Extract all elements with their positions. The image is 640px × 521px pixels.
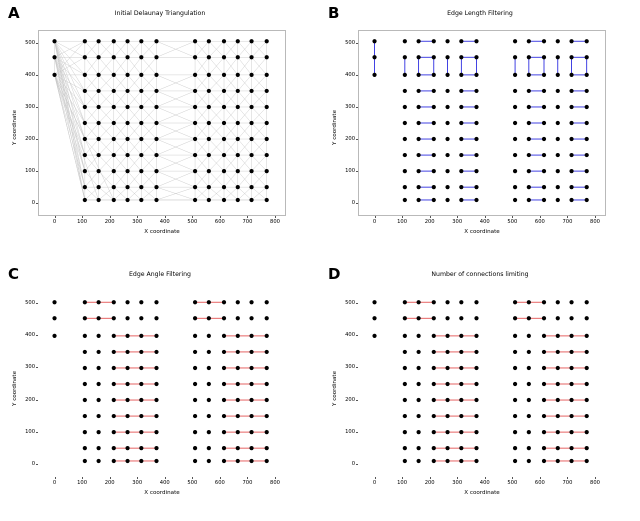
- x-tick-mark: [192, 477, 193, 479]
- y-tick-label: 100: [25, 428, 35, 435]
- x-tick-mark: [512, 216, 513, 218]
- x-tick-mark: [430, 216, 431, 218]
- x-tick-mark: [82, 477, 83, 479]
- edges: [85, 302, 267, 461]
- y-tick-mark: [356, 303, 358, 304]
- panel-b: [320, 0, 640, 261]
- x-tick-mark: [247, 216, 248, 218]
- y-axis-label: Y coordinate: [332, 370, 338, 406]
- y-tick-label: 500: [25, 39, 35, 46]
- data-points: [52, 300, 268, 463]
- panel-c: [0, 261, 320, 521]
- x-tick-mark: [567, 477, 568, 479]
- panel-letter-b: B: [328, 4, 340, 22]
- plot-wrap-d: [332, 291, 606, 496]
- x-tick-mark: [220, 477, 221, 479]
- y-tick-label: 300: [25, 364, 35, 371]
- x-axis-label: X coordinate: [144, 489, 180, 496]
- x-tick-label: 700: [242, 479, 253, 486]
- x-tick-label: 400: [159, 219, 170, 225]
- x-tick-mark: [220, 216, 221, 218]
- x-tick-label: 600: [214, 479, 225, 486]
- x-tick-label: 800: [270, 479, 280, 486]
- y-tick-label: 200: [25, 396, 35, 403]
- x-axis-label: X coordinate: [144, 229, 180, 235]
- panel-title-a: Initial Delaunay Triangulation: [114, 10, 206, 17]
- x-tick-label: 200: [104, 219, 115, 225]
- x-tick-mark: [375, 216, 376, 218]
- y-tick-label: 200: [345, 136, 355, 143]
- x-tick-label: 200: [104, 479, 115, 486]
- y-tick-label: 100: [345, 428, 355, 435]
- x-tick-label: 0: [52, 479, 57, 486]
- x-tick-mark: [55, 477, 56, 479]
- y-tick-mark: [356, 107, 358, 108]
- x-axis-label: X coordinate: [464, 489, 500, 496]
- x-tick-mark: [247, 477, 248, 479]
- x-tick-mark: [165, 216, 166, 218]
- x-tick-label: 600: [534, 219, 545, 225]
- y-tick-mark: [356, 432, 358, 433]
- panel-d: [320, 261, 640, 521]
- x-tick-mark: [137, 477, 138, 479]
- x-tick-label: 500: [507, 479, 518, 486]
- x-tick-label: 400: [479, 479, 490, 486]
- y-tick-mark: [356, 203, 358, 204]
- x-tick-label: 600: [214, 219, 225, 225]
- y-tick-mark: [356, 464, 358, 465]
- panel-title-c: Edge Angle Filtering: [128, 270, 191, 278]
- x-tick-label: 800: [590, 219, 600, 225]
- y-tick-label: 500: [345, 300, 355, 307]
- panel-letter-d: D: [328, 264, 341, 283]
- x-tick-mark: [595, 216, 596, 218]
- x-tick-mark: [275, 216, 276, 218]
- y-tick-label: 400: [25, 71, 35, 78]
- x-tick-label: 0: [372, 479, 377, 486]
- x-tick-label: 300: [452, 479, 463, 486]
- y-tick-mark: [36, 335, 38, 336]
- x-tick-label: 100: [77, 479, 88, 486]
- x-tick-mark: [55, 216, 56, 218]
- x-tick-mark: [540, 477, 541, 479]
- y-tick-mark: [36, 43, 38, 44]
- x-tick-label: 300: [132, 479, 143, 486]
- x-tick-label: 0: [372, 219, 377, 225]
- x-tick-mark: [275, 477, 276, 479]
- y-tick-label: 300: [25, 103, 35, 110]
- x-axis-label: X coordinate: [464, 229, 500, 235]
- x-tick-mark: [192, 216, 193, 218]
- x-tick-mark: [82, 216, 83, 218]
- y-tick-label: 400: [345, 71, 355, 78]
- x-tick-mark: [595, 477, 596, 479]
- y-tick-label: 300: [345, 103, 355, 110]
- y-tick-mark: [36, 75, 38, 76]
- y-tick-mark: [36, 464, 38, 465]
- y-tick-mark: [36, 171, 38, 172]
- panel-a: [0, 0, 320, 261]
- edges: [405, 302, 587, 461]
- x-tick-label: 400: [159, 479, 170, 486]
- x-tick-label: 200: [424, 479, 435, 486]
- y-tick-label: 400: [25, 332, 35, 339]
- y-tick-label: 0: [351, 200, 355, 207]
- y-tick-mark: [356, 43, 358, 44]
- y-axis-label: Y coordinate: [12, 370, 18, 406]
- scatter-layer-a: [38, 30, 286, 216]
- x-tick-label: 700: [562, 219, 573, 225]
- y-tick-label: 400: [345, 332, 355, 339]
- y-tick-mark: [36, 400, 38, 401]
- x-tick-label: 800: [590, 479, 600, 486]
- scatter-layer-b: [358, 30, 606, 216]
- x-tick-label: 700: [242, 219, 253, 225]
- y-tick-label: 300: [345, 364, 355, 371]
- x-tick-label: 800: [270, 219, 280, 225]
- plot-wrap-a: [12, 30, 286, 235]
- panel-title-b: Edge Length Filtering: [447, 10, 513, 17]
- y-tick-mark: [356, 400, 358, 401]
- y-tick-mark: [36, 303, 38, 304]
- y-tick-label: 0: [351, 460, 355, 467]
- x-tick-label: 600: [534, 479, 545, 486]
- x-tick-label: 300: [452, 219, 463, 225]
- x-tick-label: 100: [397, 219, 408, 225]
- x-tick-mark: [402, 216, 403, 218]
- y-tick-mark: [356, 335, 358, 336]
- y-tick-mark: [356, 139, 358, 140]
- x-tick-label: 100: [397, 479, 408, 486]
- y-tick-label: 500: [345, 39, 355, 46]
- x-tick-label: 700: [562, 479, 573, 486]
- y-tick-label: 100: [25, 168, 35, 175]
- y-tick-mark: [356, 171, 358, 172]
- y-tick-label: 200: [345, 396, 355, 403]
- panel-title-d: Number of connections limiting: [431, 270, 529, 278]
- panel-letter-c: C: [8, 264, 20, 283]
- x-tick-label: 500: [187, 219, 198, 225]
- x-tick-label: 200: [424, 219, 435, 225]
- x-tick-label: 0: [52, 219, 57, 225]
- x-tick-mark: [457, 216, 458, 218]
- plot-wrap-b: [332, 30, 606, 235]
- panel-letter-a: A: [8, 4, 20, 22]
- y-axis-label: Y coordinate: [12, 109, 18, 145]
- y-tick-mark: [356, 75, 358, 76]
- x-tick-mark: [110, 477, 111, 479]
- y-tick-mark: [36, 203, 38, 204]
- x-tick-mark: [375, 477, 376, 479]
- x-tick-mark: [540, 216, 541, 218]
- y-tick-label: 500: [25, 300, 35, 307]
- y-tick-label: 200: [25, 136, 35, 143]
- y-tick-mark: [36, 107, 38, 108]
- x-tick-mark: [137, 216, 138, 218]
- x-tick-label: 100: [77, 219, 88, 225]
- x-tick-mark: [485, 477, 486, 479]
- data-points: [372, 300, 588, 463]
- y-tick-label: 0: [31, 460, 35, 467]
- scatter-layer-d: [358, 291, 606, 477]
- x-tick-mark: [485, 216, 486, 218]
- x-tick-mark: [165, 477, 166, 479]
- x-tick-mark: [430, 477, 431, 479]
- x-tick-label: 300: [132, 219, 143, 225]
- edges: [375, 41, 587, 200]
- plot-wrap-c: [12, 291, 286, 496]
- y-tick-mark: [356, 367, 358, 368]
- x-tick-mark: [402, 477, 403, 479]
- x-tick-label: 400: [479, 219, 490, 225]
- scatter-layer-c: [38, 291, 286, 477]
- x-tick-mark: [512, 477, 513, 479]
- x-tick-mark: [567, 216, 568, 218]
- y-tick-label: 0: [31, 200, 35, 207]
- x-tick-mark: [110, 216, 111, 218]
- y-axis-label: Y coordinate: [332, 109, 338, 145]
- edges: [55, 41, 267, 200]
- y-tick-label: 100: [345, 168, 355, 175]
- y-tick-mark: [36, 367, 38, 368]
- x-tick-mark: [457, 477, 458, 479]
- x-tick-label: 500: [507, 219, 518, 225]
- y-tick-mark: [36, 139, 38, 140]
- y-tick-mark: [36, 432, 38, 433]
- x-tick-label: 500: [187, 479, 198, 486]
